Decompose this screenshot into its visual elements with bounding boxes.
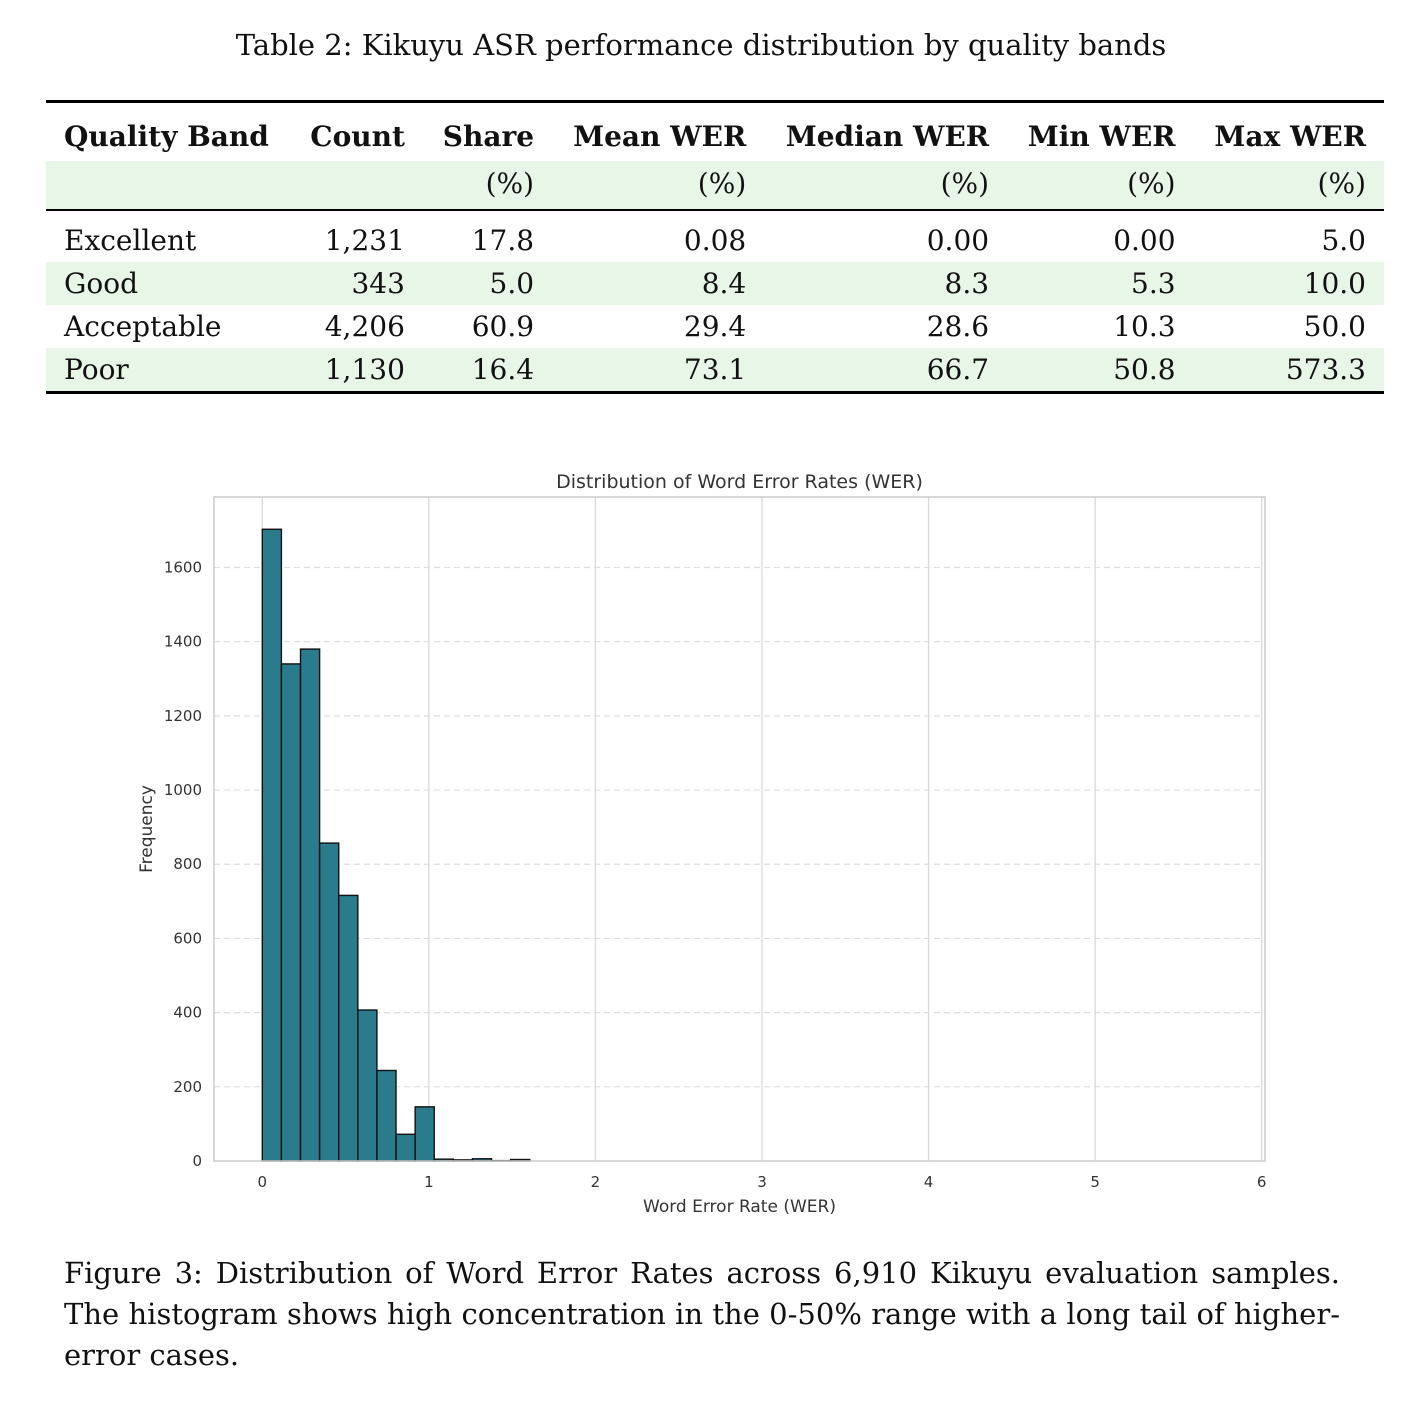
table-row <box>46 305 1384 348</box>
y-tick-label: 1000 <box>163 781 202 800</box>
header-median-wer: Median WER <box>764 102 1007 162</box>
histogram-bar <box>301 649 320 1161</box>
header-min-wer-unit: (%) <box>1007 161 1193 210</box>
table-cell: 50.8 <box>1007 348 1193 393</box>
table-cell: 1,130 <box>290 348 423 393</box>
x-tick-label: 2 <box>590 1173 601 1191</box>
header-mean-wer-unit: (%) <box>552 161 764 210</box>
table-cell: 50.0 <box>1303 310 1366 343</box>
x-tick-label: 3 <box>757 1173 767 1191</box>
header-mean-wer: Mean WER <box>552 102 764 162</box>
x-tick-label: 1 <box>424 1173 434 1191</box>
header-max-wer-unit: (%) <box>1194 161 1384 210</box>
header-count: Count <box>290 102 423 162</box>
histogram-bar <box>396 1134 415 1161</box>
histogram-bar <box>377 1070 396 1161</box>
table-cell: 5.3 <box>1007 262 1193 305</box>
table-cell: 66.7 <box>764 348 1007 393</box>
x-axis-label: Word Error Rate (WER) <box>643 1197 836 1217</box>
chart-title: Distribution of Word Error Rates (WER) <box>556 471 923 493</box>
table-cell: 0.08 <box>683 224 747 257</box>
histogram-bar <box>262 529 281 1161</box>
table-cell: 343 <box>290 262 423 305</box>
table-header-row <box>46 102 1384 162</box>
header-max-wer: Max WER <box>1194 102 1384 162</box>
table-cell: 0.00 <box>926 224 990 257</box>
x-tick-label: 4 <box>923 1173 934 1191</box>
histogram-bars <box>262 529 529 1161</box>
table-cell: 573.3 <box>1194 348 1384 393</box>
figure-caption: Figure 3: Distribution of Word Error Rates across 6,910 Kikuyu evaluation samples. The histogram shows high concentration in the 0-50% range with a long tail of higher-error cases. <box>64 1256 1340 1372</box>
header-min-wer: Min WER <box>1007 102 1193 162</box>
table-cell: 4,206 <box>324 310 405 343</box>
table-cell: 29.4 <box>683 310 747 343</box>
table-cell: Good <box>46 262 290 305</box>
x-tick-label: 6 <box>1256 1173 1267 1191</box>
table-cell: 10.0 <box>1194 262 1384 305</box>
table-cell: 5.0 <box>423 262 552 305</box>
x-tick-label: 5 <box>1090 1173 1100 1191</box>
y-tick-label: 800 <box>173 855 202 874</box>
y-tick-label: 1600 <box>163 558 202 577</box>
wer-histogram <box>100 460 1300 1230</box>
table-cell: 16.4 <box>423 348 552 393</box>
table-cell: 8.3 <box>764 262 1007 305</box>
table-row <box>46 262 1384 305</box>
y-axis-label: Frequency <box>137 785 157 873</box>
y-tick-label: 1400 <box>163 632 202 651</box>
table-cell: 0.00 <box>1113 224 1176 257</box>
header-quality-band: Quality Band <box>46 102 290 162</box>
header-count-unit <box>290 161 423 210</box>
table-cell: Acceptable <box>64 310 222 343</box>
y-tick-label: 1200 <box>163 706 202 725</box>
y-tick-label: 600 <box>173 929 202 948</box>
histogram-bar <box>415 1107 434 1161</box>
table-cell: Poor <box>46 348 290 393</box>
table-caption: Table 2: Kikuyu ASR performance distribution by quality bands <box>235 28 1167 62</box>
table-cell: 73.1 <box>552 348 764 393</box>
x-tick-label: 0 <box>257 1173 268 1191</box>
histogram-bar <box>339 895 358 1161</box>
y-tick-label: 400 <box>173 1003 202 1022</box>
table-cell: 8.4 <box>552 262 764 305</box>
quality-band-table <box>46 100 1384 394</box>
table-cell: 17.8 <box>471 224 535 257</box>
table-cell: 28.6 <box>926 310 990 343</box>
header-median-wer-unit: (%) <box>764 161 1007 210</box>
header-quality-band-unit <box>46 161 290 210</box>
y-tick-label: 200 <box>173 1077 202 1096</box>
histogram-bar <box>358 1010 377 1161</box>
table-cell: 1,231 <box>324 224 405 257</box>
table-row <box>46 210 1384 262</box>
table-cell: 5.0 <box>1321 224 1366 257</box>
table-cell: Excellent <box>64 224 197 257</box>
table-cell: 10.3 <box>1113 310 1176 343</box>
histogram-bar <box>281 664 300 1161</box>
histogram-bar <box>320 843 339 1161</box>
header-share-unit: (%) <box>423 161 552 210</box>
y-tick-label: 0 <box>192 1152 202 1170</box>
table-header-units-row <box>46 161 1384 210</box>
table-cell: 60.9 <box>471 310 535 343</box>
header-share: Share <box>423 102 552 162</box>
table-row <box>46 348 1384 393</box>
